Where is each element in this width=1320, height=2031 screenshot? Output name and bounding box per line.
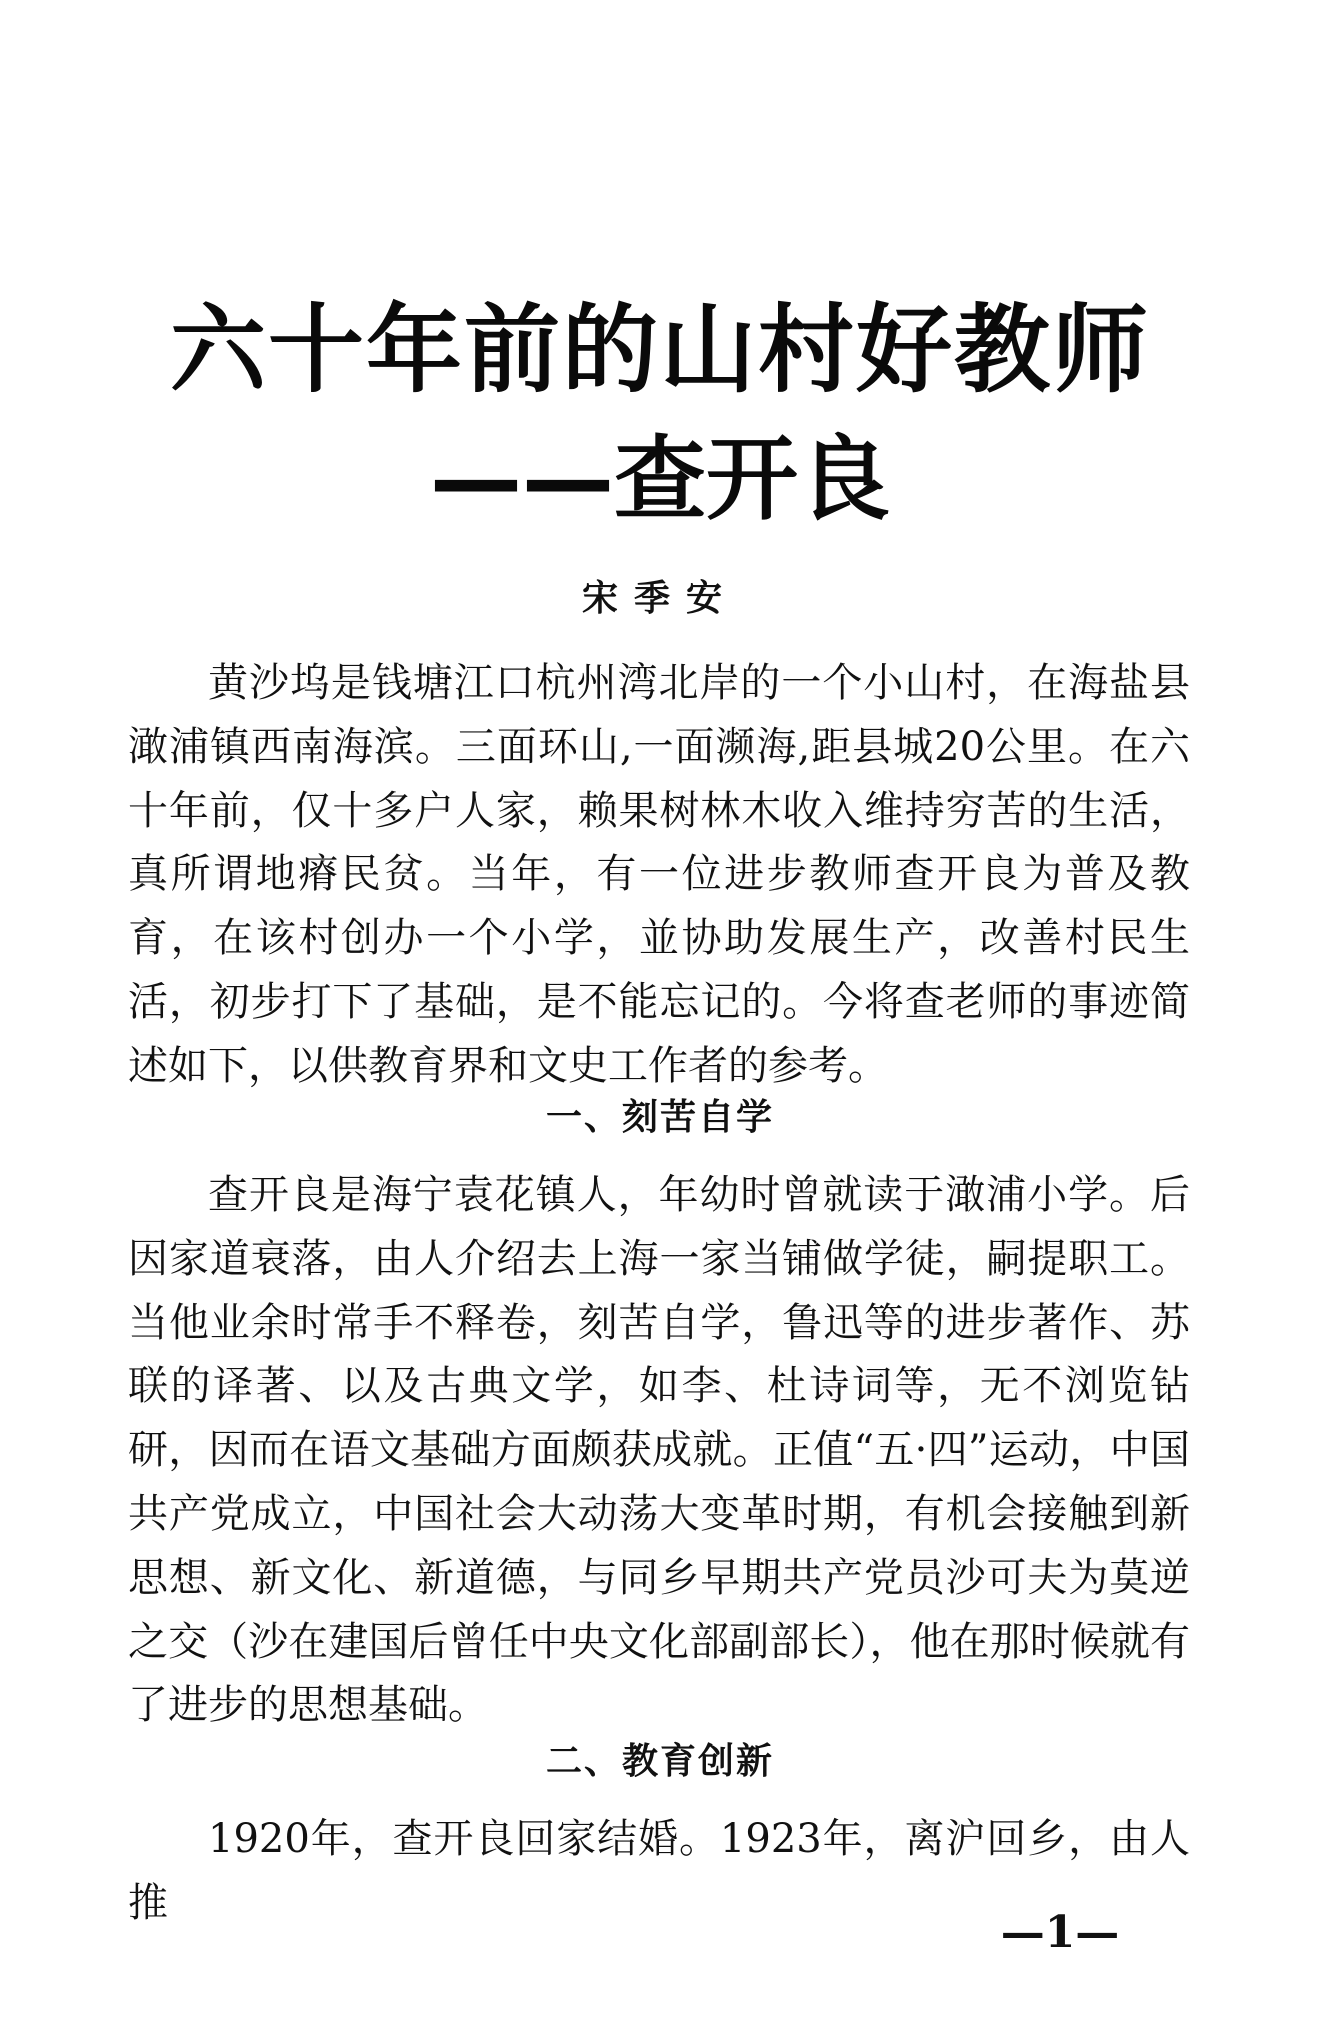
section-heading-2: 二、教育创新 xyxy=(545,1741,774,1782)
paragraph-section-1: 查开良是海宁袁花镇人，年幼时曾就读于澉浦小学。后因家道衰落，由人介绍去上海一家当铺做学徒，嗣提职工。当他业余时常手不释卷，刻苦自学，鲁迅等的进步著作、苏联的译著、以及古典文学，如李、杜诗词等，无不浏览钻研，因而在语文基础方面颇获成就。正值“五·四”运动，中国共产党成立，中国社会大动荡大变革时期，有机会接触到新思想、新文化、新道德，与同乡早期共产党员沙可夫为莫逆之交（沙在建国后曾任中央文化部副部长），他在那时候就有了进步的思想基础。 xyxy=(128,1172,1190,1729)
section-1-block xyxy=(128,1164,1190,1738)
article-subtitle: ——查开良 xyxy=(429,426,890,533)
section-heading-1: 一、刻苦自学 xyxy=(545,1097,774,1138)
page-number: —1— xyxy=(1000,1907,1120,1958)
intro-block xyxy=(128,652,1190,1099)
paragraph-intro: 黄沙坞是钱塘江口杭州湾北岸的一个小山村，在海盐县澉浦镇西南海滨。三面环山,一面濒海,距县城20公里。在六十年前，仅十多户人家，赖果树林木收入维持穷苦的生活，真所谓地瘠民贫。当年，有一位进步教师查开良为普及教育，在该村创办一个小学，並协助发展生产，改善村民生活，初步打下了基础，是不能忘记的。今将查老师的事迹简述如下，以供教育界和文史工作者的参考。 xyxy=(128,660,1190,1089)
author-name: 宋季安 xyxy=(581,578,738,619)
paragraph-section-2: 1920年，查开良回家结婚。1923年，离沪回乡，由人推 xyxy=(128,1816,1190,1926)
article-title: 六十年前的山村好教师 xyxy=(170,294,1150,406)
